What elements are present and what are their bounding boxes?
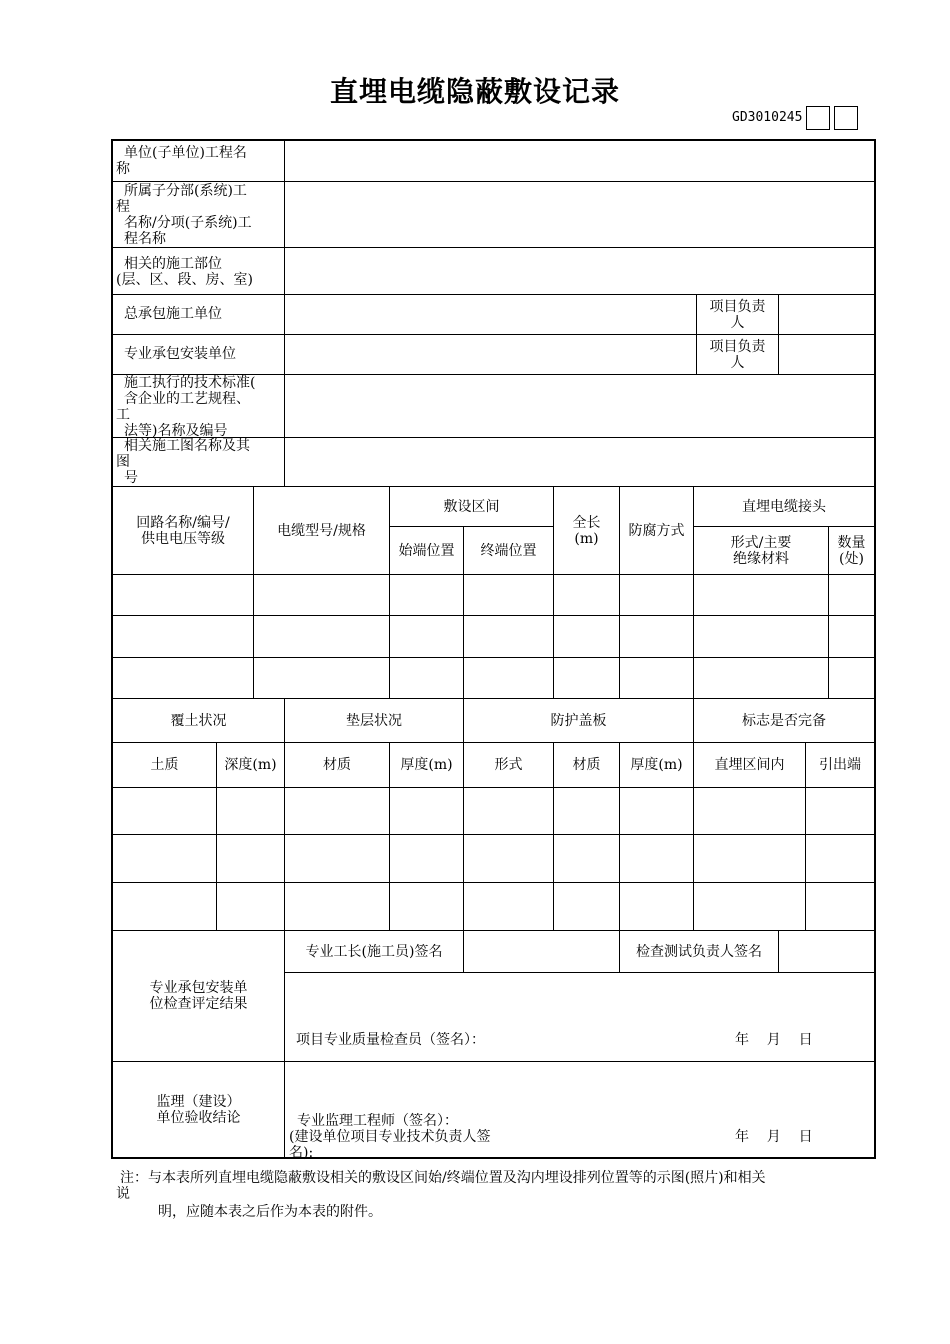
cable-row[interactable] (113, 658, 874, 698)
cable-model-header: 电缆型号/规格 (277, 522, 366, 539)
cushion-header: 垫层状况 (346, 712, 402, 729)
form-code: GD3010245 (732, 110, 803, 125)
project-name-field[interactable] (285, 141, 874, 181)
depth-header: 深度(m) (224, 757, 277, 773)
foreman-signature-field[interactable] (464, 931, 619, 972)
tester-signature-label: 检查测试负责人签名 (636, 943, 762, 960)
anticorrosion-header: 防腐方式 (628, 522, 685, 539)
cushion-thickness-header: 厚度(m) (400, 757, 453, 773)
standard-label: 施工执行的技术标准( 含企业的工艺规程、 工 法等)名称及编号 (116, 375, 256, 439)
sub-system-label: 所属子分部(系统)工 程 名称/分项(子系统)工 程名称 (116, 183, 252, 247)
soil-header: 覆土状况 (170, 712, 227, 729)
supervision-date: 年 月 日 (735, 1129, 813, 1145)
code-box-2[interactable] (834, 106, 858, 130)
contractor-result-label: 专业承包安装单 位检查评定结果 (149, 980, 248, 1012)
supervision-conclusion-label: 监理（建设） 单位验收结论 (156, 1093, 241, 1126)
end-position-header: 终端位置 (480, 542, 537, 559)
cable-row[interactable] (113, 575, 874, 615)
page-title: 直埋电缆隐蔽敷设记录 (329, 75, 620, 108)
in-section-header: 直埋区间内 (714, 757, 785, 773)
plate-material-header: 材质 (572, 757, 601, 773)
marker-header: 标志是否完备 (742, 712, 826, 729)
inspector-date: 年 月 日 (735, 1032, 813, 1048)
location-label: 相关的施工部位 (层、区、段、房、室) (116, 256, 253, 288)
specialty-contractor-label: 专业承包安装单位 (124, 346, 236, 362)
location-field[interactable] (285, 248, 874, 294)
specialty-contractor-field[interactable] (285, 335, 696, 374)
code-box-1[interactable] (806, 106, 830, 130)
drawing-label: 相关施工图名称及其 图 号 (116, 438, 250, 486)
joint-quantity-header: 数量 (处) (837, 534, 866, 567)
circuit-header: 回路名称/编号/ 供电电压等级 (136, 514, 230, 547)
footnote: 注：与本表所列直埋电缆隐蔽敷设相关的敷设区间始/终端位置及沟内埋设排列位置等的示图(照片)和相关 说 明，应随本表之后作为本表的附件。 (116, 1170, 766, 1220)
project-manager-label-1: 项目负责 人 (709, 298, 766, 331)
cover-row[interactable] (113, 835, 874, 882)
general-contractor-field[interactable] (285, 295, 696, 334)
soil-type-header: 土质 (150, 757, 179, 773)
plate-form-header: 形式 (494, 757, 523, 773)
general-pm-field[interactable] (779, 295, 874, 334)
joint-header: 直埋电缆接头 (742, 498, 826, 515)
cable-row[interactable] (113, 616, 874, 657)
supervision-engineer-label: 专业监理工程师（签名）： (建设单位项目专业技术负责人签 名): (289, 1113, 491, 1161)
standard-field[interactable] (285, 375, 874, 437)
specialty-pm-field[interactable] (779, 335, 874, 374)
sub-system-field[interactable] (285, 182, 874, 247)
outlet-header: 引出端 (819, 757, 861, 773)
foreman-signature-label: 专业工长(施工员)签名 (305, 943, 443, 960)
joint-form-header: 形式/主要 绝缘材料 (730, 534, 792, 567)
project-manager-label-2: 项目负责 人 (709, 338, 766, 371)
cover-row[interactable] (113, 883, 874, 930)
drawing-field[interactable] (285, 438, 874, 486)
plate-thickness-header: 厚度(m) (630, 757, 683, 773)
cushion-material-header: 材质 (323, 757, 351, 773)
project-name-label: 单位(子单位)工程名 称 (116, 145, 247, 177)
laying-section-header: 敷设区间 (443, 498, 500, 515)
cover-plate-header: 防护盖板 (550, 712, 607, 729)
general-contractor-label: 总承包施工单位 (124, 306, 222, 322)
cover-row[interactable] (113, 788, 874, 834)
start-position-header: 始端位置 (398, 542, 455, 559)
tester-signature-field[interactable] (779, 931, 874, 972)
length-header: 全长 (m) (572, 514, 601, 547)
quality-inspector-label: 项目专业质量检查员（签名）： (296, 1032, 485, 1048)
